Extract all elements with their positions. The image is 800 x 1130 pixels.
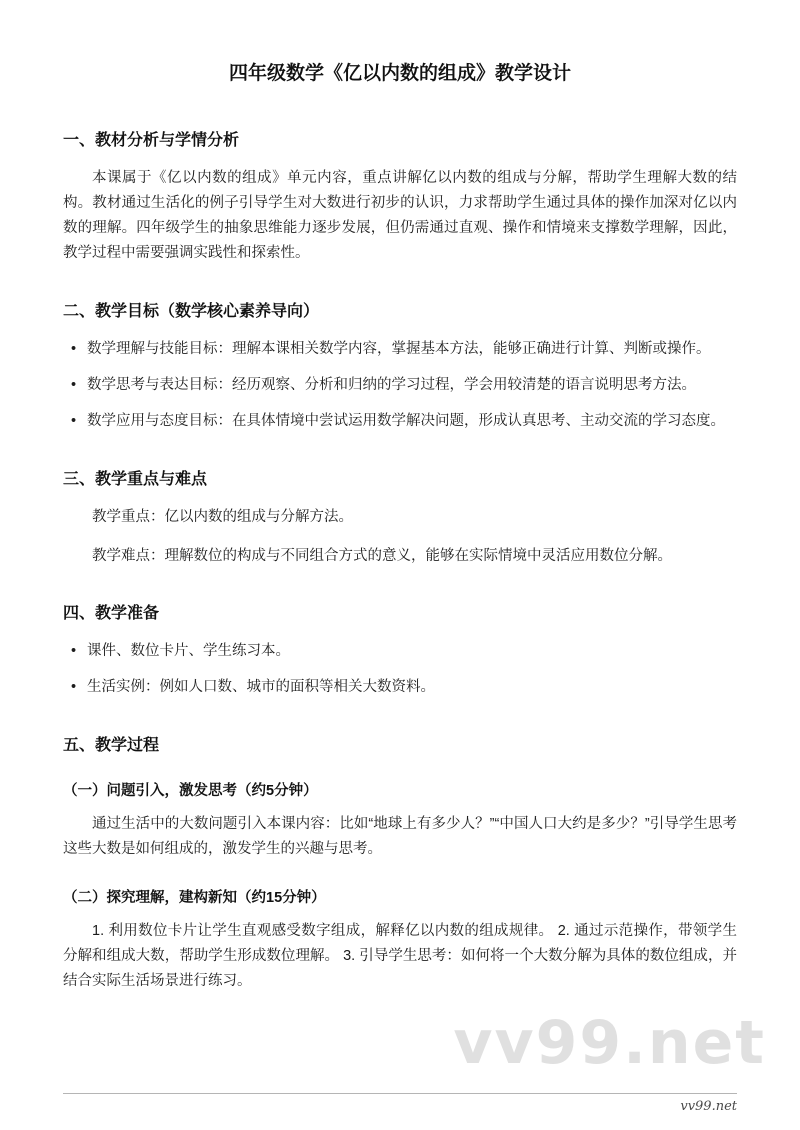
paragraph: 本课属于《亿以内数的组成》单元内容，重点讲解亿以内数的组成与分解，帮助学生理解大数的结构。教材通过生活化的例子引导学生对大数进行初步的认识，力求帮助学生通过具体的操作加深对亿以内数的理解。四年级学生的抽象思维能力逐步发展，但仍需通过直观、操作和情境来支撑数学理解，因此，教学过程中需要强调实践性和探索性。 <box>63 170 737 261</box>
preparation-list <box>63 639 737 700</box>
page-footer <box>63 1093 737 1114</box>
section-teaching-goals <box>63 298 737 434</box>
footer-site-text: vv99.net <box>680 1099 737 1114</box>
paragraph: 通过生活中的大数问题引入本课内容：比如“地球上有多少人？”“中国人口大约是多少？”引导学生思考这些大数是如何组成的，激发学生的兴趣与思考。 <box>63 816 737 858</box>
list-item: • 课件、数位卡片、学生练习本。 <box>71 639 737 664</box>
section-heading: 三、教学重点与难点 <box>63 470 208 488</box>
goals-list <box>63 337 737 434</box>
section-heading: 五、教学过程 <box>63 737 160 755</box>
paragraph: 1. 利用数位卡片让学生直观感受数字组成，解释亿以内数的组成规律。 2. 通过示范操作，带领学生分解和组成大数，帮助学生形成数位理解。 3. 引导学生思考：如何将一个大数分解为具体的数位组成，并结合实际生活场景进行练习。 <box>63 923 737 990</box>
section-material-analysis <box>63 127 737 266</box>
section-key-points <box>63 466 737 569</box>
paragraph: 教学重点：亿以内数的组成与分解方法。 <box>92 508 353 525</box>
section-heading: 四、教学准备 <box>63 605 160 623</box>
list-item: • 数学应用与态度目标：在具体情境中尝试运用数学解决问题，形成认真思考、主动交流的学习态度。 <box>71 409 737 434</box>
page-title: 四年级数学《亿以内数的组成》教学设计 <box>228 63 571 84</box>
section-heading: 二、教学目标（数学核心素养导向） <box>63 302 320 320</box>
sub-heading-explore: （二）探究理解，建构新知（约15分钟） <box>63 890 326 907</box>
section-teaching-process <box>63 732 737 994</box>
section-preparation <box>63 600 737 700</box>
section-heading: 一、教材分析与学情分析 <box>63 132 240 149</box>
list-item: • 数学思考与表达目标：经历观察、分析和归纳的学习过程，学会用较清楚的语言说明思考方法。 <box>71 373 737 398</box>
paragraph: 教学难点：理解数位的构成与不同组合方式的意义，能够在实际情境中灵活应用数位分解。 <box>92 547 672 564</box>
watermark-text: vv99.net <box>453 1008 766 1078</box>
sub-heading-intro: （一）问题引入，激发思考（约5分钟） <box>63 783 318 800</box>
list-item: • 数学理解与技能目标：理解本课相关数学内容，掌握基本方法，能够正确进行计算、判断或操作。 <box>71 337 737 362</box>
list-item: • 生活实例：例如人口数、城市的面积等相关大数资料。 <box>71 675 737 700</box>
